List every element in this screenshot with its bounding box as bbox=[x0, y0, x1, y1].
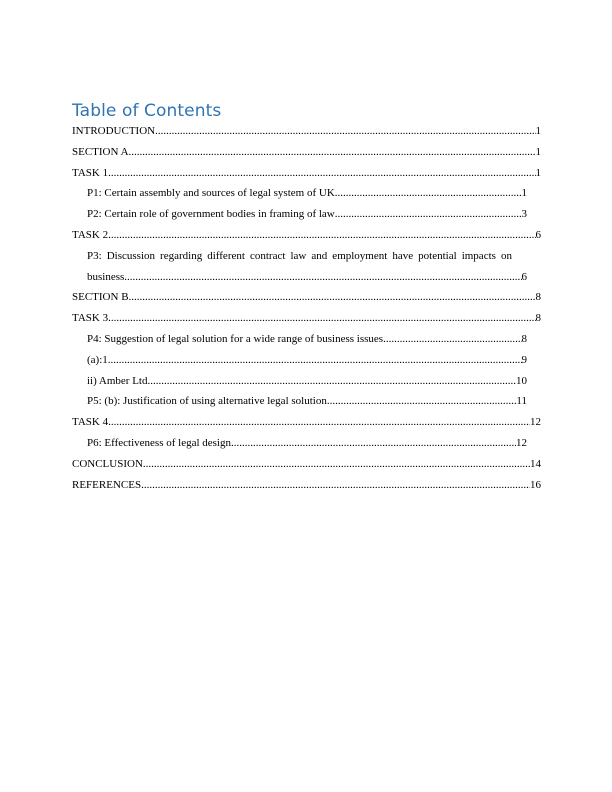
toc-entry-page: 16 bbox=[530, 478, 541, 491]
toc-entry-page: 1 bbox=[535, 166, 541, 179]
toc-entry-p6[interactable] bbox=[72, 433, 527, 454]
dot-leader bbox=[129, 142, 536, 163]
toc-entry-p4[interactable] bbox=[72, 329, 527, 350]
toc-entry-p1[interactable] bbox=[72, 183, 527, 204]
toc-entry-page: 8 bbox=[535, 291, 541, 304]
toc-entry-task-1[interactable] bbox=[72, 163, 541, 184]
toc-entry-label: SECTION B bbox=[72, 291, 129, 304]
toc-entry-page: 8 bbox=[521, 332, 527, 345]
toc-entry-page: 6 bbox=[521, 270, 527, 283]
toc-entry-p3-line2[interactable] bbox=[72, 267, 527, 288]
dot-leader bbox=[108, 163, 535, 184]
toc-entry-task-4[interactable] bbox=[72, 412, 541, 433]
toc-entry-references[interactable] bbox=[72, 475, 541, 496]
toc-entry-page: 9 bbox=[521, 353, 527, 366]
toc-entry-label: (a):1 bbox=[87, 353, 108, 366]
toc-entry-label: REFERENCES bbox=[72, 478, 142, 491]
toc-entry-introduction[interactable] bbox=[72, 121, 541, 142]
toc-entry-label: business bbox=[87, 270, 125, 283]
toc-entry-label: P6: Effectiveness of legal design bbox=[87, 436, 231, 449]
dot-leader bbox=[143, 454, 530, 475]
toc-entry-label: CONCLUSION bbox=[72, 457, 143, 470]
dot-leader bbox=[231, 433, 516, 454]
toc-entry-p3-line1[interactable] bbox=[72, 246, 541, 267]
toc-entry-page: 12 bbox=[530, 416, 541, 429]
toc-entry-section-b[interactable] bbox=[72, 287, 541, 308]
dot-leader bbox=[108, 350, 522, 371]
dot-leader bbox=[108, 225, 535, 246]
toc-entry-a1[interactable] bbox=[72, 350, 527, 371]
dot-leader bbox=[383, 329, 521, 350]
toc-entry-label: P1: Certain assembly and sources of legal system of UK bbox=[87, 187, 335, 200]
toc-entry-label: TASK 3 bbox=[72, 312, 109, 325]
toc-entry-p5[interactable] bbox=[72, 391, 527, 412]
toc-entry-page: 8 bbox=[535, 312, 541, 325]
dot-leader bbox=[108, 412, 530, 433]
dot-leader bbox=[148, 371, 517, 392]
toc-entry-label: P3: Discussion regarding different contract law and employment have potential impacts on bbox=[87, 249, 512, 262]
toc-entry-label: INTRODUCTION bbox=[72, 125, 156, 137]
toc-entry-page: 3 bbox=[521, 208, 527, 221]
toc-entry-conclusion[interactable] bbox=[72, 454, 541, 475]
toc-entry-label: ii) Amber Ltd bbox=[87, 374, 148, 387]
toc-title: Table of Contents bbox=[72, 101, 222, 121]
toc-entry-section-a[interactable] bbox=[72, 142, 541, 163]
table-of-contents bbox=[72, 121, 541, 495]
toc-entry-label: SECTION A bbox=[72, 145, 129, 158]
dot-leader bbox=[335, 183, 522, 204]
toc-entry-label: P2: Certain role of government bodies in framing of law bbox=[87, 208, 335, 221]
toc-entry-task-2[interactable] bbox=[72, 225, 541, 246]
toc-entry-label: TASK 4 bbox=[72, 416, 109, 429]
dot-leader bbox=[124, 267, 521, 288]
dot-leader bbox=[327, 391, 517, 412]
toc-entry-label: TASK 2 bbox=[72, 228, 109, 241]
toc-entry-page: 6 bbox=[535, 228, 541, 241]
toc-entry-page: 1 bbox=[535, 125, 541, 137]
toc-entry-page: 10 bbox=[516, 374, 527, 387]
toc-entry-page: 12 bbox=[516, 436, 527, 449]
toc-entry-task-3[interactable] bbox=[72, 308, 541, 329]
toc-entry-p2[interactable] bbox=[72, 204, 527, 225]
toc-entry-label: P5: (b): Justification of using alternative legal solution bbox=[87, 395, 327, 408]
toc-entry-label: P4: Suggestion of legal solution for a wide range of business issues bbox=[87, 332, 384, 345]
dot-leader bbox=[129, 287, 536, 308]
toc-entry-page: 11 bbox=[516, 395, 527, 408]
dot-leader bbox=[141, 475, 530, 496]
toc-entry-amber-ltd[interactable] bbox=[72, 371, 527, 392]
dot-leader bbox=[108, 308, 535, 329]
dot-leader bbox=[335, 204, 522, 225]
toc-entry-label: TASK 1 bbox=[72, 166, 109, 179]
dot-leader bbox=[155, 121, 535, 142]
toc-entry-page: 14 bbox=[530, 457, 541, 470]
toc-entry-page: 1 bbox=[521, 187, 527, 200]
toc-entry-page: 1 bbox=[535, 145, 541, 158]
